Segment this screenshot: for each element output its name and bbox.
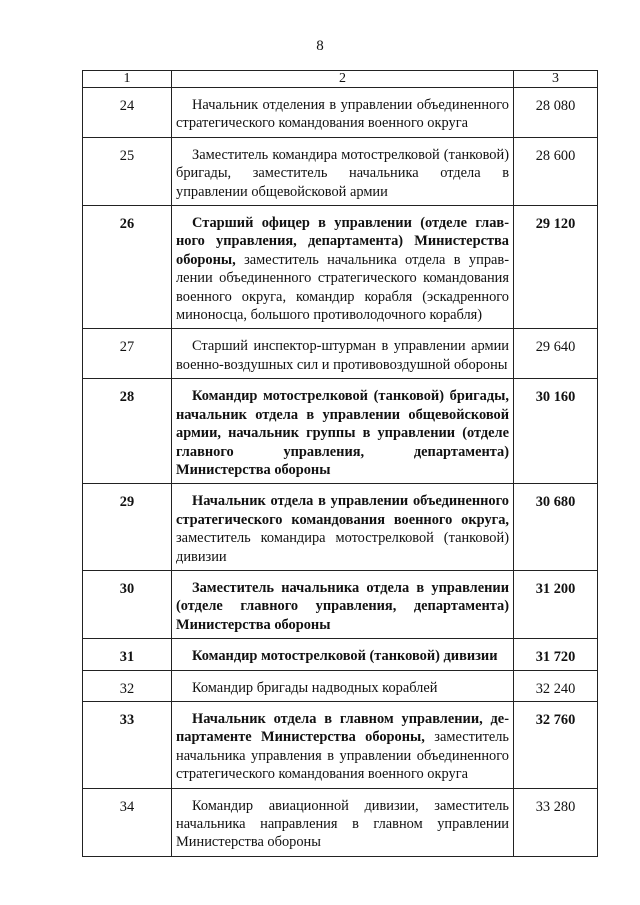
row-number: 29 xyxy=(83,484,172,571)
position-title xyxy=(172,701,514,788)
row-number: 31 xyxy=(83,639,172,670)
salary-value: 30 680 xyxy=(514,484,598,571)
position-title xyxy=(172,88,514,138)
table-row xyxy=(83,639,598,670)
salary-value: 30 160 xyxy=(514,379,598,484)
header-col-1: 1 xyxy=(83,71,172,88)
row-number: 32 xyxy=(83,670,172,701)
table-row xyxy=(83,570,598,638)
table-row xyxy=(83,88,598,138)
row-number: 28 xyxy=(83,379,172,484)
position-title xyxy=(172,137,514,205)
header-col-2: 2 xyxy=(172,71,514,88)
table-row xyxy=(83,379,598,484)
position-title-bold: Начальник отдела в управлении объединенного стратегического командования военного округа, xyxy=(176,493,509,528)
row-number: 24 xyxy=(83,88,172,138)
table-row xyxy=(83,670,598,701)
row-number: 27 xyxy=(83,329,172,379)
position-title-bold: Начальник отдела в главном управлении, департаменте Министерства обороны, xyxy=(176,710,509,746)
position-title-regular: заместитель начальника управления в управлении объединенного стратегического командования военного округа xyxy=(176,729,509,783)
row-number: 25 xyxy=(83,137,172,205)
position-title-regular: Командир авиационной дивизии, заместитель начальника направления в главном управлении Министерства обороны xyxy=(176,797,509,851)
salary-value: 31 720 xyxy=(514,639,598,670)
salary-value: 32 240 xyxy=(514,670,598,701)
table-row xyxy=(83,137,598,205)
header-col-3: 3 xyxy=(514,71,598,88)
position-title-bold: Заместитель начальника отдела в управлении (отделе главного управления, департамента) Министерства обороны xyxy=(176,579,509,633)
position-title-regular: заместитель начальника отдела в управлении объединенного стратегического командования военного округа, командир корабля (эскадренного миноносца, большого противолодочного корабля) xyxy=(176,251,509,324)
position-title xyxy=(172,206,514,329)
table-row xyxy=(83,484,598,571)
page-number: 8 xyxy=(316,38,324,54)
salary-table xyxy=(82,70,598,857)
position-title-regular: заместитель командира мотострелковой (танковой) дивизии xyxy=(176,530,509,565)
row-number: 26 xyxy=(83,206,172,329)
position-title-bold: Старший офицер в управлении (отделе главного управления, департамента) Министерства обороны, xyxy=(176,215,509,268)
position-title xyxy=(172,379,514,484)
position-title xyxy=(172,670,514,701)
salary-value: 29 120 xyxy=(514,206,598,329)
position-title xyxy=(172,639,514,670)
position-title-regular: Командир бригады надводных кораблей xyxy=(192,679,438,696)
salary-value: 32 760 xyxy=(514,701,598,788)
position-title-regular: Заместитель командира мотострелковой (танковой) бригады, заместитель начальника отдела в управлении общевойсковой армии xyxy=(176,146,509,200)
position-title xyxy=(172,570,514,638)
table-row xyxy=(83,701,598,788)
table-row xyxy=(83,329,598,379)
salary-value: 28 600 xyxy=(514,137,598,205)
position-title-regular: Начальник отделения в управлении объединенного стратегического командования военного округа xyxy=(176,97,509,132)
position-title-bold: Командир мотострелковой (танковой) дивизии xyxy=(192,648,498,665)
table-row xyxy=(83,788,598,856)
salary-value: 33 280 xyxy=(514,788,598,856)
table-header-row xyxy=(83,71,598,88)
position-title xyxy=(172,329,514,379)
position-title-bold: Командир мотострелковой (танковой) бригады, начальник отдела в управлении общевойсковой армии, начальник группы в управлении (отделе главного управления, департамента) Министерства обороны xyxy=(176,388,509,478)
salary-value: 28 080 xyxy=(514,88,598,138)
row-number: 34 xyxy=(83,788,172,856)
salary-value: 31 200 xyxy=(514,570,598,638)
position-title-regular: Старший инспектор-штурман в управлении армии военно-воздушных сил и противовоздушной обороны xyxy=(176,338,509,373)
salary-value: 29 640 xyxy=(514,329,598,379)
position-title xyxy=(172,788,514,856)
position-title xyxy=(172,484,514,571)
row-number: 30 xyxy=(83,570,172,638)
row-number: 33 xyxy=(83,701,172,788)
table-row xyxy=(83,206,598,329)
